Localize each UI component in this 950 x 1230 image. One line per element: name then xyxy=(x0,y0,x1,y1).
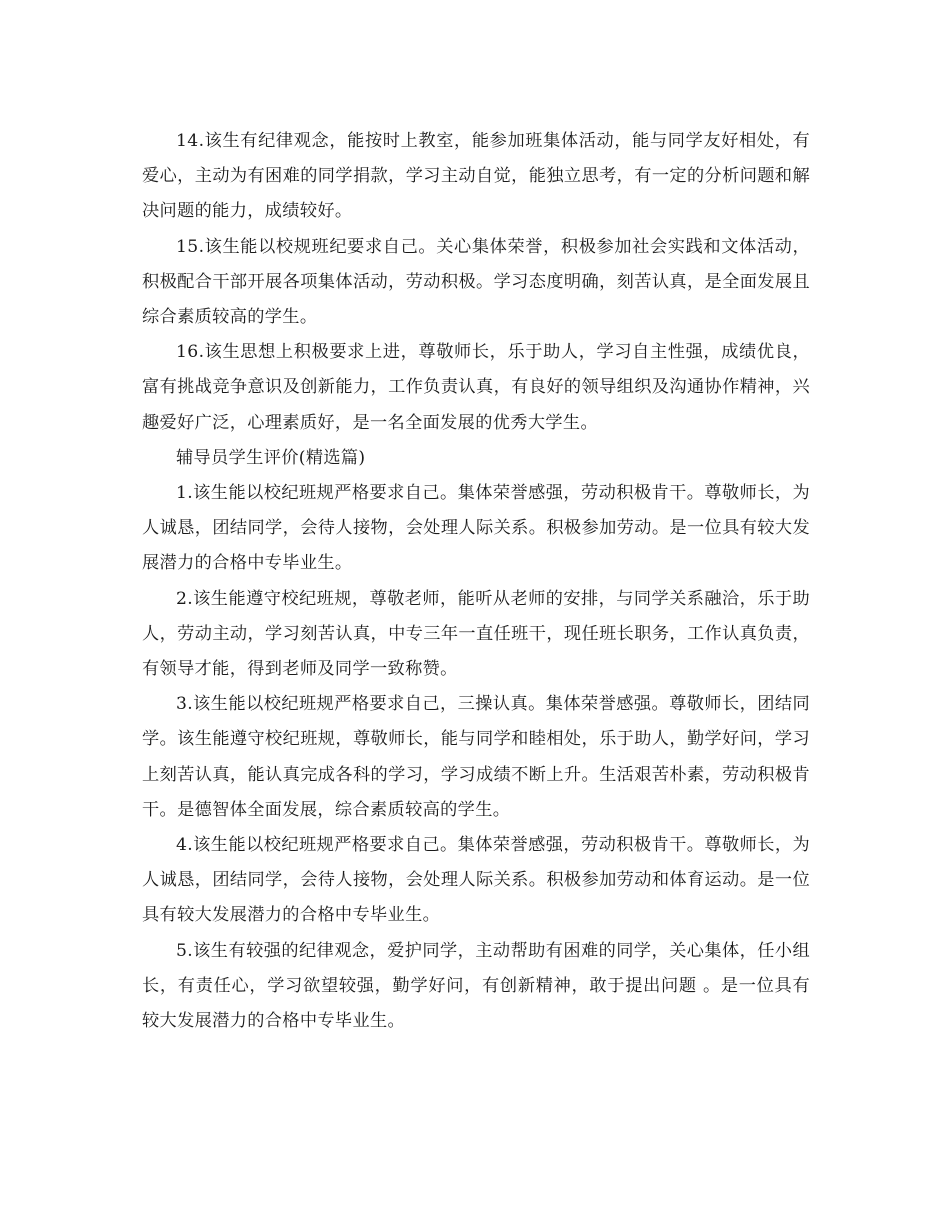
document-body xyxy=(142,124,810,1039)
section-heading: 辅导员学生评价(精选篇) xyxy=(176,447,366,468)
paragraph-1: 1.该生能以校纪班规严格要求自己。集体荣誉感强，劳动积极肯干。尊敬师长，为人诚恳，团结同学，会待人接物，会处理人际关系。积极参加劳动。是一位具有较大发展潜力的合格中专毕业生。 xyxy=(142,483,810,574)
paragraph-2: 2.该生能遵守校纪班规，尊敬老师，能听从老师的安排，与同学关系融洽，乐于助人，劳动主动，学习刻苦认真，中专三年一直任班干，现任班长职务，工作认真负责，有领导才能，得到老师及同学一致称赞。 xyxy=(142,588,810,680)
paragraph-16: 16.该生思想上积极要求上进，尊敬师长，乐于助人，学习自主性强，成绩优良，富有挑战竞争意识及创新能力，工作负责认真，有良好的领导组织及沟通协作精神，兴趣爱好广泛，心理素质好，是一名全面发展的优秀大学生。 xyxy=(142,342,810,433)
paragraph-15: 15.该生能以校规班纪要求自己。关心集体荣誉，积极参加社会实践和文体活动，积极配合干部开展各项集体活动，劳动积极。学习态度明确，刻苦认真，是全面发展且综合素质较高的学生。 xyxy=(142,236,810,328)
paragraph-14: 14.该生有纪律观念，能按时上教室，能参加班集体活动，能与同学友好相处，有爱心，主动为有困难的同学捐款，学习主动自觉，能独立思考，有一定的分析问题和解决问题的能力，成绩较好。 xyxy=(142,131,810,222)
paragraph-5: 5.该生有较强的纪律观念，爱护同学，主动帮助有困难的同学，关心集体，任小组长，有责任心，学习欲望较强，勤学好问，有创新精神，敢于提出问题 。是一位具有较大发展潜力的合格中专毕业生。 xyxy=(142,940,810,1032)
paragraph-4: 4.该生能以校纪班规严格要求自己。集体荣誉感强，劳动积极肯干。尊敬师长，为人诚恳，团结同学，会待人接物，会处理人际关系。积极参加劳动和体育运动。是一位具有较大发展潜力的合格中专毕业生。 xyxy=(142,835,810,926)
paragraph-3: 3.该生能以校纪班规严格要求自己，三操认真。集体荣誉感强。尊敬师长，团结同学。该生能遵守校纪班规，尊敬师长，能与同学和睦相处，乐于助人，勤学好问，学习上刻苦认真，能认真完成各科的学习，学习成绩不断上升。生活艰苦朴素，劳动积极肯干。是德智体全面发展，综合素质较高的学生。 xyxy=(142,694,810,820)
